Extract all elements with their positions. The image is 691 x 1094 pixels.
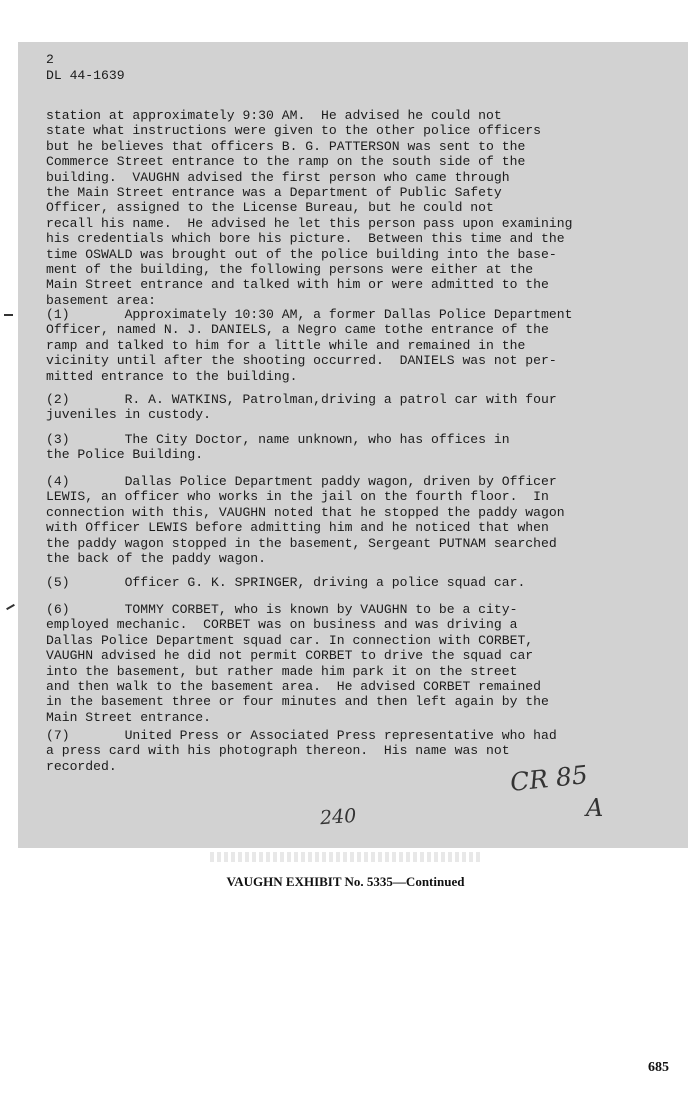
item-4-text: (4) Dallas Police Department paddy wagon, driven by Officer LEWIS, an officer who works in the jail on the fourth floor. In connection with this, VAUGHN noted that he stopped the paddy wagon with Officer LEWIS before admitting him and he noticed that when the paddy wagon stopped in the basement, Sergeant PUTNAM searched the back of the paddy wagon. xyxy=(46,474,565,567)
page-number: 685 xyxy=(648,1060,669,1075)
exhibit-caption: VAUGHN EXHIBIT No. 5335—Continued xyxy=(226,874,465,889)
list-item xyxy=(46,602,549,725)
list-item xyxy=(46,392,557,423)
handwritten-initial: A xyxy=(586,794,604,822)
file-number: DL 44-1639 xyxy=(46,68,125,83)
list-item xyxy=(46,728,557,774)
item-2-text: (2) R. A. WATKINS, Patrolman,driving a patrol car with four juveniles in custody. xyxy=(46,392,557,423)
scanned-document xyxy=(18,42,688,848)
handwritten-page-mark: 240 xyxy=(319,804,357,830)
margin-tick-mark xyxy=(4,314,13,316)
list-item xyxy=(46,474,565,566)
item-7-text: (7) United Press or Associated Press representative who had a press card with his photograph thereon. His name was not recorded. xyxy=(46,728,557,774)
document-page-number: 2 xyxy=(46,52,54,67)
bleed-through-text xyxy=(210,852,480,862)
intro-paragraph: station at approximately 9:30 AM. He advised he could not state what instructions were given to the other police officers but he believes that officers B. G. PATTERSON was sent to the Commerce Street entrance to the ramp on the south side of the building. VAUGHN advised the first person who came through the Main Street entrance was a Department of Public Safety Officer, assigned to the License Bureau, but he could not recall his name. He advised he let this person pass upon examining his credentials which bore his picture. Between this time and the time OSWALD was brought out of the police building into the base- ment of the building, the following persons were either at the Main Street entrance and talked with him or were admitted to the basement area: xyxy=(46,108,573,308)
handwritten-cr-number: CR 85 xyxy=(508,760,590,797)
item-6-text: (6) TOMMY CORBET, who is known by VAUGHN to be a city- employed mechanic. CORBET was on business and was driving a Dallas Police Department squad car. In connection with CORBET, VAUGHN advised he did not permit CORBET to drive the squad car into the basement, but rather made him park it on the street and then walk to the basement area. He advised CORBET remained in the basement three or four minutes and then left again by the Main Street entrance. xyxy=(46,602,549,725)
item-5-text: (5) Officer G. K. SPRINGER, driving a police squad car. xyxy=(46,575,526,590)
item-1-text: (1) Approximately 10:30 AM, a former Dallas Police Department Officer, named N. J. DANIELS, a Negro came tothe entrance of the ramp and talked to him for a little while and remained in the vicinity until after the shooting occurred. DANIELS was not per- mitted entrance to the building. xyxy=(46,307,573,384)
list-item xyxy=(46,432,510,463)
list-item xyxy=(46,307,572,384)
margin-tick-mark xyxy=(6,604,15,610)
list-item xyxy=(46,575,525,590)
item-3-text: (3) The City Doctor, name unknown, who has offices in the Police Building. xyxy=(46,432,510,463)
